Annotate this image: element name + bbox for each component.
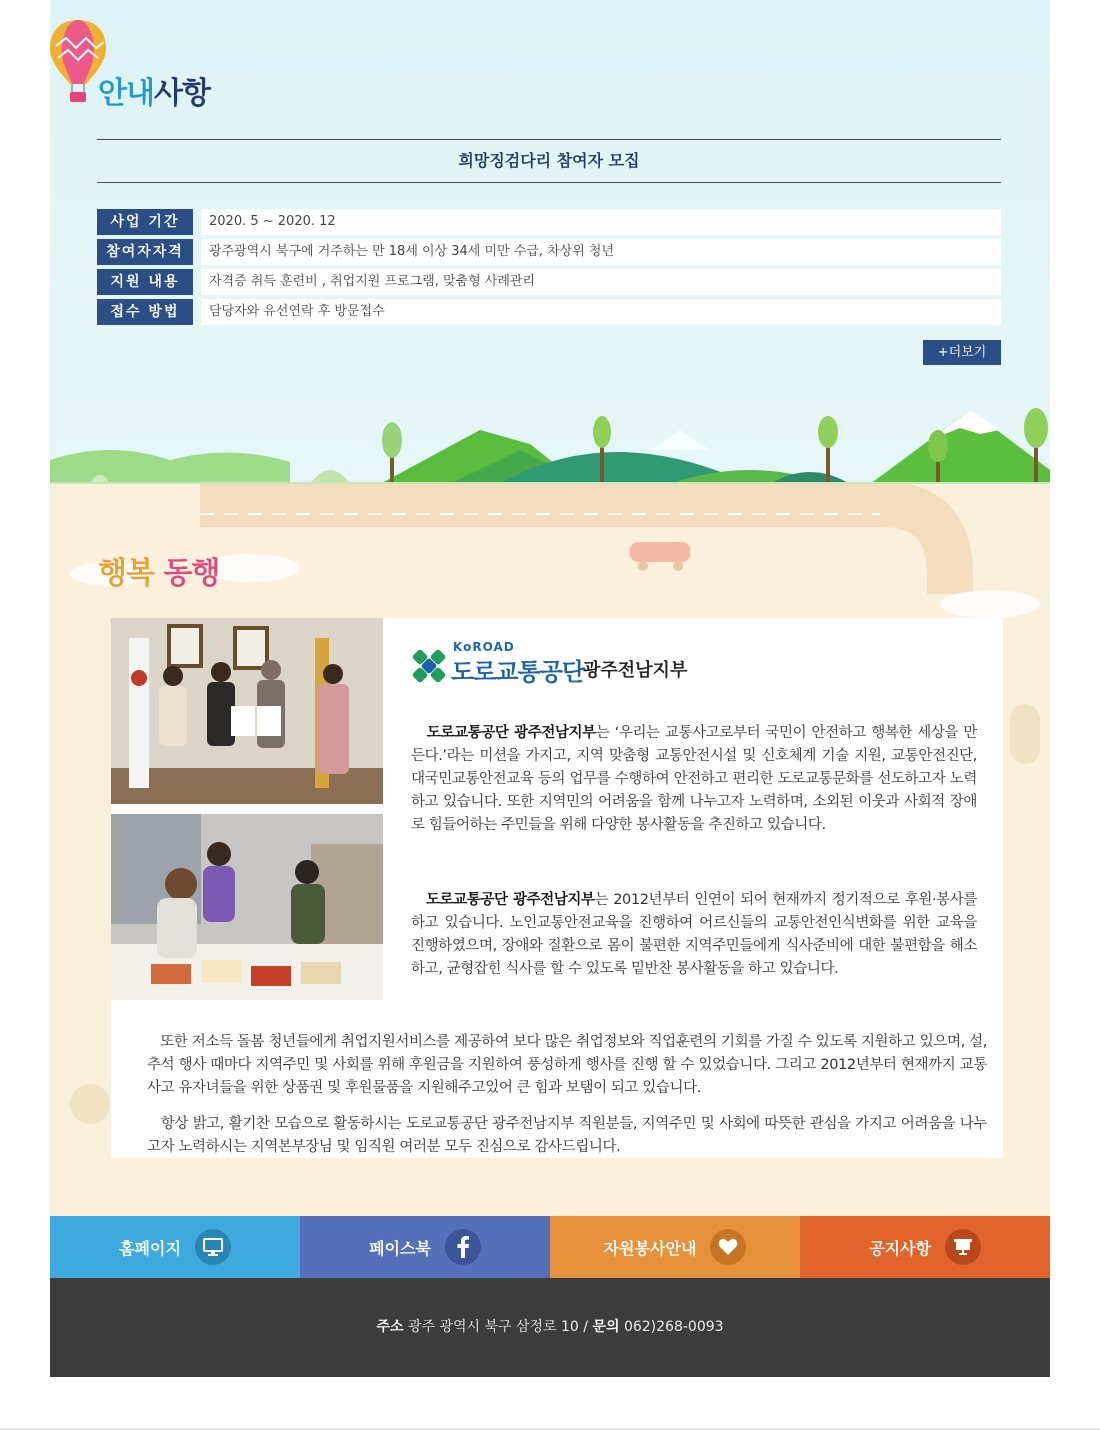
- title-bottom-rule: [97, 182, 1001, 183]
- info-value: 2020. 5 ~ 2020. 12: [201, 209, 1001, 235]
- info-row-support: [97, 269, 1001, 295]
- paragraph-2-bold: 도로교통공단 광주전남지부: [425, 891, 595, 908]
- info-row-apply: [97, 299, 1001, 325]
- paragraph-2: [411, 889, 977, 981]
- notice-board-icon: [945, 1229, 981, 1265]
- happy-heading: [98, 548, 219, 592]
- link-bar: [50, 1216, 1050, 1278]
- heart-icon: [710, 1229, 746, 1265]
- footer: [50, 1278, 1050, 1377]
- facebook-link[interactable]: [300, 1216, 550, 1278]
- paragraph-3-text: 또한 저소득 돌봄 청년들에게 취업지원서비스를 제공하여 보다 많은 취업정보와 직업훈련의 기회를 가질 수 있도록 지원하고 있으며, 설, 추석 행사 때마다 지역주민 및 사회를 위해 후원금을 지원하여 풍성하게 행사를 진행 할 수 있었습니다. 그리고 2012년부터 현재까지 교통사고 유자녀들을 위한 상품권 및 후원물품을 지원해주고있어 큰 힘과 보탬이 되고 있습니다.: [147, 1033, 987, 1096]
- monitor-icon: [195, 1229, 231, 1265]
- paragraph-1-bold: 도로교통공단 광주전남지부: [426, 724, 596, 741]
- notice-title: 희망징검다리 참여자 모집: [458, 151, 640, 170]
- happy-heading-part2: 동행: [163, 556, 220, 591]
- content-card: [111, 618, 1003, 1158]
- happy-together-section: [50, 484, 1050, 1216]
- info-value: 담당자와 유선연락 후 방문접수: [201, 299, 1001, 325]
- info-label: 지원 내용: [97, 269, 193, 295]
- happy-heading-part1: 행복: [98, 556, 154, 591]
- info-label: 접수 방법: [97, 299, 193, 325]
- volunteer-guide-label: 자원봉사안내: [603, 1238, 697, 1258]
- paragraph-1-text: 는 ‘우리는 교통사고로부터 국민이 안전하고 행복한 세상을 만든다.’라는 미션을 가지고, 지역 맞춤형 교통안전시설 및 신호체계 기술 지원, 교통안전진단, 대국민교통안전교육 등의 업무를 수행하여 안전하고 편리한 도로교통문화를 선도하고자 노력하고 있습니다. 또한 지역민의 어려움을 함께 나누고자 노력하며, 소외된 이웃과 사회적 장애로 힘들어하는 주민들을 위해 다양한 봉사활동을 추진하고 있습니다.: [411, 724, 977, 833]
- facebook-label: 페이스북: [369, 1238, 431, 1258]
- notice-link[interactable]: [800, 1216, 1050, 1278]
- notice-heading-part2: 사항: [153, 76, 210, 111]
- paragraph-3: [147, 1031, 987, 1100]
- contact-label: 문의: [592, 1319, 620, 1335]
- info-label: 참여자자격: [97, 239, 193, 265]
- meal-prep-photo: [111, 814, 383, 1000]
- koroad-emblem-icon: [411, 648, 447, 684]
- paragraph-4: [147, 1113, 987, 1159]
- address-value: 광주 광역시 북구 삼정로 10: [407, 1319, 579, 1335]
- paragraph-2-text: 는 2012년부터 인연이 되어 현재까지 정기적으로 후원·봉사를 하고 있습니다. 노인교통안전교육을 진행하여 어르신들의 교통안전인식변화를 위한 교육을 진행하였으며, 장애와 질환으로 몸이 불편한 지역주민들에게 식사준비에 대한 불편함을 해소하고, 균형잡힌 식사를 할 수 있도록 밑반찬 봉사활동을 하고 있습니다.: [411, 891, 977, 977]
- more-button[interactable]: +더보기: [923, 340, 1001, 365]
- notice-heading: [98, 68, 210, 112]
- paragraph-4-text: 항상 밝고, 활기찬 모습으로 활동하시는 도로교통공단 광주전남지부 직원분들, 지역주민 및 사회에 따뜻한 관심을 가지고 어려움을 나누고자 노력하시는 지역본부장님 및 임직원 여러분 모두 진심으로 감사드립니다.: [147, 1115, 987, 1155]
- agreement-photo: [111, 618, 383, 804]
- landscape-illustration: [50, 400, 1050, 484]
- info-row-eligibility: [97, 239, 1001, 265]
- branch-name: 광주전남지부: [583, 660, 688, 681]
- koroad-logo: [411, 638, 831, 688]
- address-label: 주소: [376, 1319, 404, 1335]
- info-row-period: [97, 209, 1001, 235]
- volunteer-guide-link[interactable]: [550, 1216, 800, 1278]
- info-value: 자격증 취득 훈련비 , 취업지원 프로그램, 맞춤형 사례관리: [201, 269, 1001, 295]
- info-value: 광주광역시 북구에 거주하는 만 18세 이상 34세 미만 수급, 차상위 청년: [201, 239, 1001, 265]
- notice-section: [50, 0, 1050, 484]
- separator: /: [583, 1319, 588, 1335]
- logo-english: KoROAD: [453, 640, 515, 654]
- notice-label: 공지사항: [869, 1238, 931, 1258]
- notice-heading-part1: 안내: [98, 76, 154, 111]
- contact-value: 062)268-0093: [623, 1319, 724, 1335]
- paragraph-1: [411, 722, 977, 837]
- facebook-icon: [445, 1229, 481, 1265]
- homepage-label: 홈페이지: [119, 1238, 181, 1258]
- logo-korean: 도로교통공단: [451, 658, 585, 686]
- info-label: 사업 기간: [97, 209, 193, 235]
- homepage-link[interactable]: [50, 1216, 300, 1278]
- title-top-rule: [97, 139, 1001, 140]
